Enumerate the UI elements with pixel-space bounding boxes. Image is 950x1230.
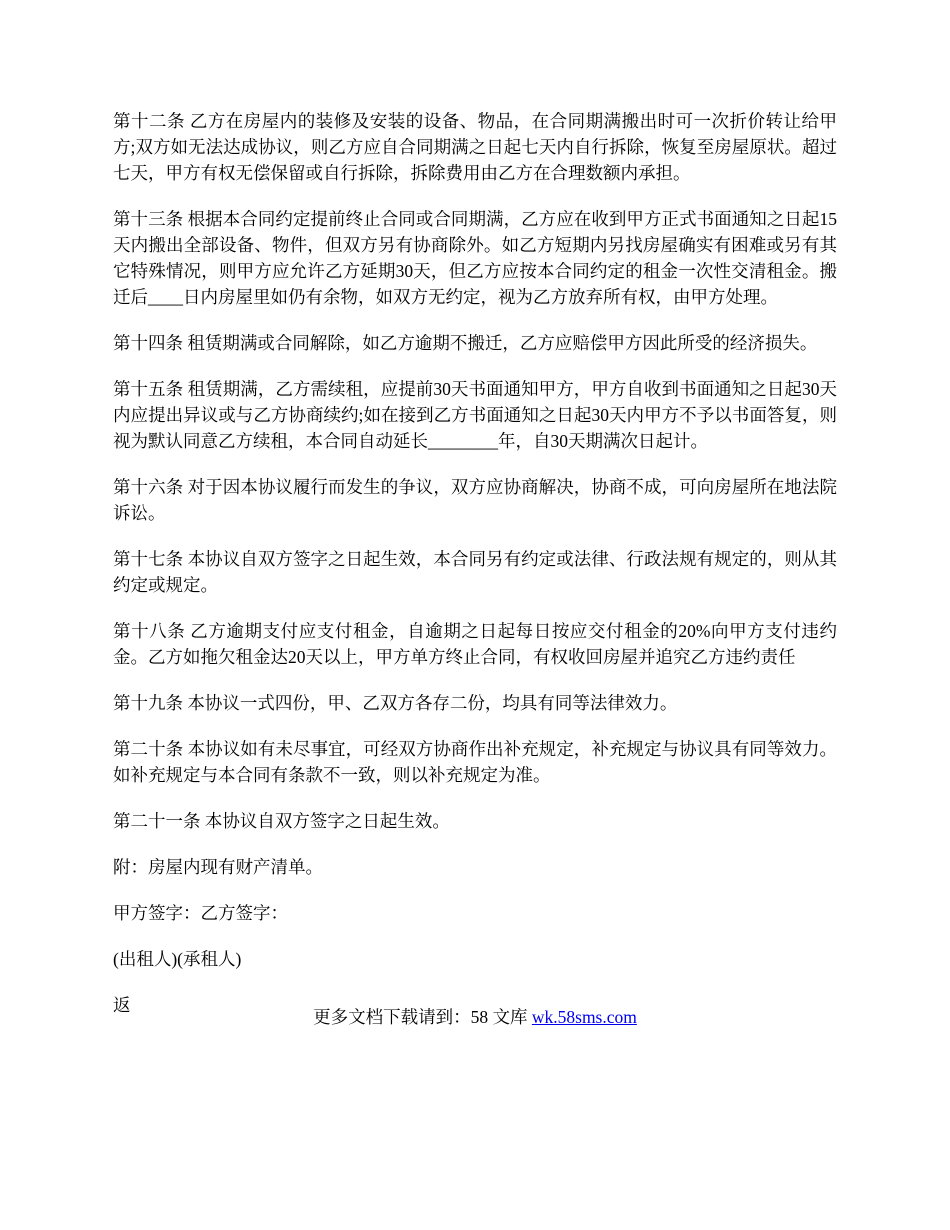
clause-16: 第十六条 对于因本协议履行而发生的争议，双方应协商解决，协商不成，可向房屋所在地法院诉讼。 — [113, 477, 837, 523]
download-footer — [0, 1004, 950, 1030]
clause-13: 第十三条 根据本合同约定提前终止合同或合同期满，乙方应在收到甲方正式书面通知之日起15天内搬出全部设备、物件，但双方另有协商除外。如乙方短期内另找房屋确实有困难或另有其它特殊情况，则甲方应允许乙方延期30天，但乙方应按本合同约定的租金一次性交清租金。搬迁后____日内房屋里如仍有余物，如双方无约定，视为乙方放弃所有权，由甲方处理。 — [113, 209, 837, 307]
signature-roles: (出租人)(承租人) — [113, 949, 242, 969]
footer-link[interactable]: wk.58sms.com — [531, 1007, 637, 1027]
footer-prefix: 更多文档下载请到：58 文库 — [313, 1007, 532, 1027]
clause-14: 第十四条 租赁期满或合同解除，如乙方逾期不搬迁，乙方应赔偿甲方因此所受的经济损失。 — [113, 333, 818, 353]
clause-19: 第十九条 本协议一式四份，甲、乙双方各存二份，均具有同等法律效力。 — [113, 693, 678, 713]
clause-15: 第十五条 租赁期满，乙方需续租，应提前30天书面通知甲方，甲方自收到书面通知之日起30天内应提出异议或与乙方协商续约;如在接到乙方书面通知之日起30天内甲方不予以书面答复，则视为默认同意乙方续租，本合同自动延长________年，自30天期满次日起计。 — [113, 379, 837, 451]
return-text: 返 — [113, 995, 131, 1015]
clause-18: 第十八条 乙方逾期支付应支付租金，自逾期之日起每日按应交付租金的20%向甲方支付违约金。乙方如拖欠租金达20天以上，甲方单方终止合同，有权收回房屋并追究乙方违约责任 — [113, 621, 837, 667]
clause-21: 第二十一条 本协议自双方签字之日起生效。 — [113, 811, 450, 831]
attachment-note: 附：房屋内现有财产清单。 — [113, 857, 323, 877]
clause-12: 第十二条 乙方在房屋内的装修及安装的设备、物品，在合同期满搬出时可一次折价转让给甲方;双方如无法达成协议，则乙方应自合同期满之日起七天内自行拆除，恢复至房屋原状。超过七天，甲方有权无偿保留或自行拆除，拆除费用由乙方在合理数额内承担。 — [113, 111, 837, 183]
clause-17: 第十七条 本协议自双方签字之日起生效，本合同另有约定或法律、行政法规有规定的，则从其约定或规定。 — [113, 549, 837, 595]
clause-20: 第二十条 本协议如有未尽事宜，可经双方协商作出补充规定，补充规定与协议具有同等效力。如补充规定与本合同有条款不一致，则以补充规定为准。 — [113, 739, 837, 785]
signature-line: 甲方签字：乙方签字： — [113, 903, 288, 923]
document-body — [113, 108, 837, 1038]
